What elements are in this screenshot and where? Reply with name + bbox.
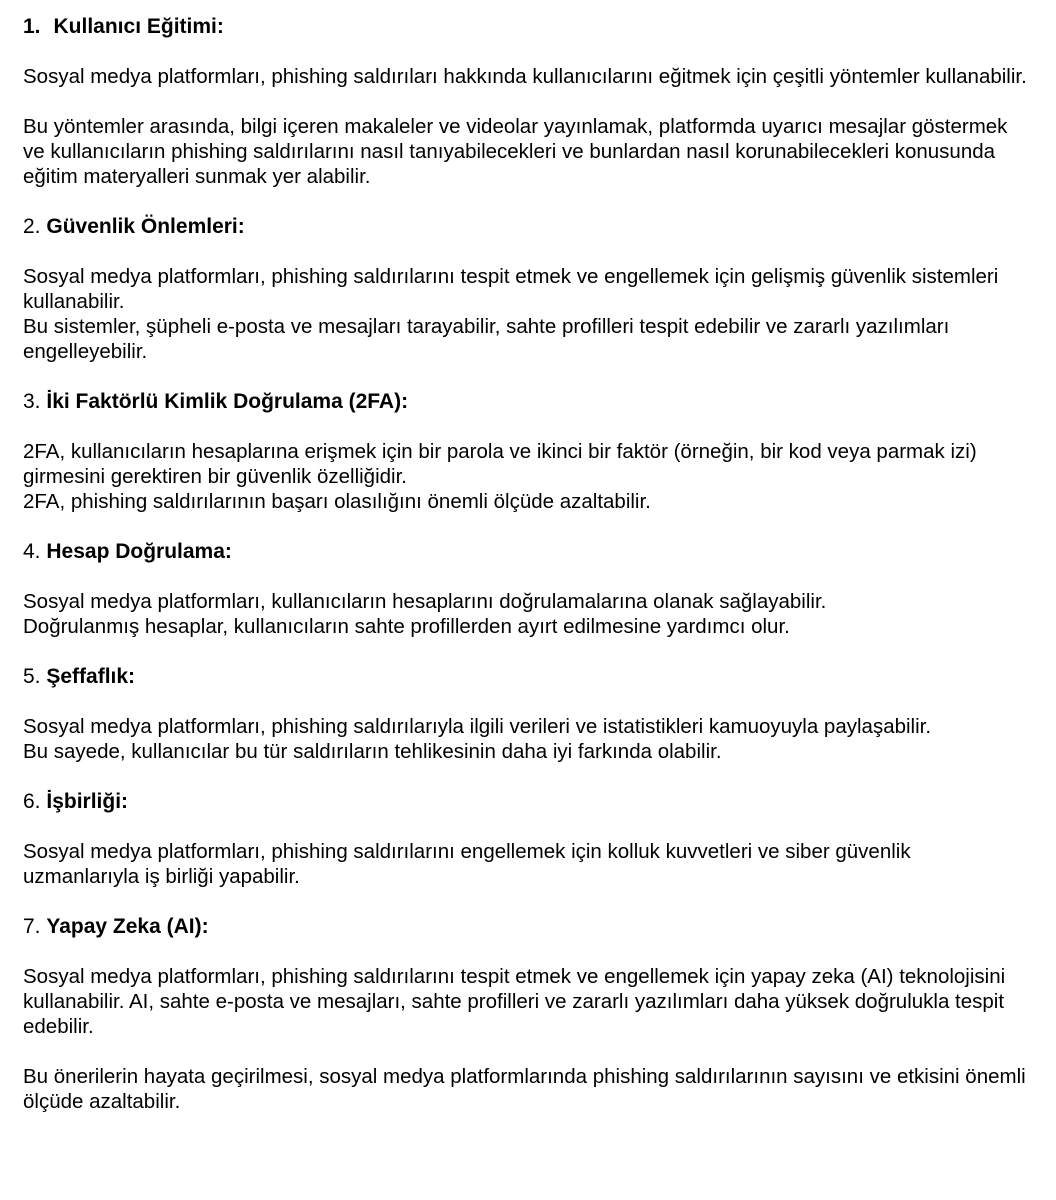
section-account-verification [23,539,1032,639]
paragraph: 2FA, kullanıcıların hesaplarına erişmek için bir parola ve ikinci bir faktör (örneğin, bir kod veya parmak izi) girmesini gerektiren bir güvenlik özelliğidir. [23,440,977,488]
section-title: İki Faktörlü Kimlik Doğrulama (2FA): [46,390,409,413]
paragraph: Sosyal medya platformları, phishing saldırılarıyla ilgili verileri ve istatistikleri kamuoyuyla paylaşabilir. [23,715,932,738]
paragraph: Sosyal medya platformları, phishing saldırılarını engellemek için kolluk kuvvetleri ve siber güvenlik uzmanlarıyla iş birliği yapabilir. [23,840,911,888]
section-number: 4. [23,540,41,563]
section-heading [23,214,1032,239]
section-number: 6. [23,790,41,813]
paragraph: Bu yöntemler arasında, bilgi içeren makaleler ve videolar yayınlamak, platformda uyarıcı mesajlar göstermek ve kullanıcıların phishing saldırılarını nasıl tanıyabilecekleri ve bunlardan nasıl korunabilecekleri konusunda eğitim materyalleri sunmak yer alabilir. [23,115,1008,188]
paragraph: Bu sayede, kullanıcılar bu tür saldırıların tehlikesinin daha iyi farkında olabilir. [23,740,722,763]
section-two-factor-auth [23,389,1032,514]
section-user-education [23,14,1032,189]
section-heading [23,539,1032,564]
section-title: Kullanıcı Eğitimi: [53,15,224,38]
section-cooperation [23,789,1032,889]
paragraph: Sosyal medya platformları, phishing saldırılarını tespit etmek ve engellemek için gelişmiş güvenlik sistemleri kullanabilir. [23,265,999,313]
section-title: Güvenlik Önlemleri: [46,215,245,238]
paragraph: Doğrulanmış hesaplar, kullanıcıların sahte profillerden ayırt edilmesine yardımcı olur. [23,615,790,638]
section-number: 1. [23,15,41,38]
paragraph: Sosyal medya platformları, phishing saldırıları hakkında kullanıcılarını eğitmek için çeşitli yöntemler kullanabilir. [23,65,1027,88]
paragraph: Sosyal medya platformları, kullanıcıların hesaplarını doğrulamalarına olanak sağlayabilir. [23,590,827,613]
section-artificial-intelligence [23,914,1032,1114]
section-title: Şeffaflık: [46,665,136,688]
section-number: 2. [23,215,41,238]
paragraph-conclusion: Bu önerilerin hayata geçirilmesi, sosyal medya platformlarında phishing saldırılarının sayısını ve etkisini önemli ölçüde azaltabilir. [23,1065,1026,1113]
section-number: 3. [23,390,41,413]
section-number: 7. [23,915,41,938]
section-heading [23,914,1032,939]
section-heading [23,389,1032,414]
paragraph: Bu sistemler, şüpheli e-posta ve mesajları tarayabilir, sahte profilleri tespit edebilir ve zararlı yazılımları engelleyebilir. [23,315,950,363]
section-heading [23,664,1032,689]
section-title: İşbirliği: [46,790,129,813]
section-title: Yapay Zeka (AI): [46,915,209,938]
paragraph: Sosyal medya platformları, phishing saldırılarını tespit etmek ve engellemek için yapay zeka (AI) teknolojisini kullanabilir. AI, sahte e-posta ve mesajları, sahte profilleri ve zararlı yazılımları daha yüksek doğrulukla tespit edebilir. [23,965,1006,1038]
section-heading [23,789,1032,814]
section-number: 5. [23,665,41,688]
paragraph: 2FA, phishing saldırılarının başarı olasılığını önemli ölçüde azaltabilir. [23,490,651,513]
section-security-measures [23,214,1032,364]
section-transparency [23,664,1032,764]
section-heading [23,14,1032,39]
section-title: Hesap Doğrulama: [46,540,232,563]
